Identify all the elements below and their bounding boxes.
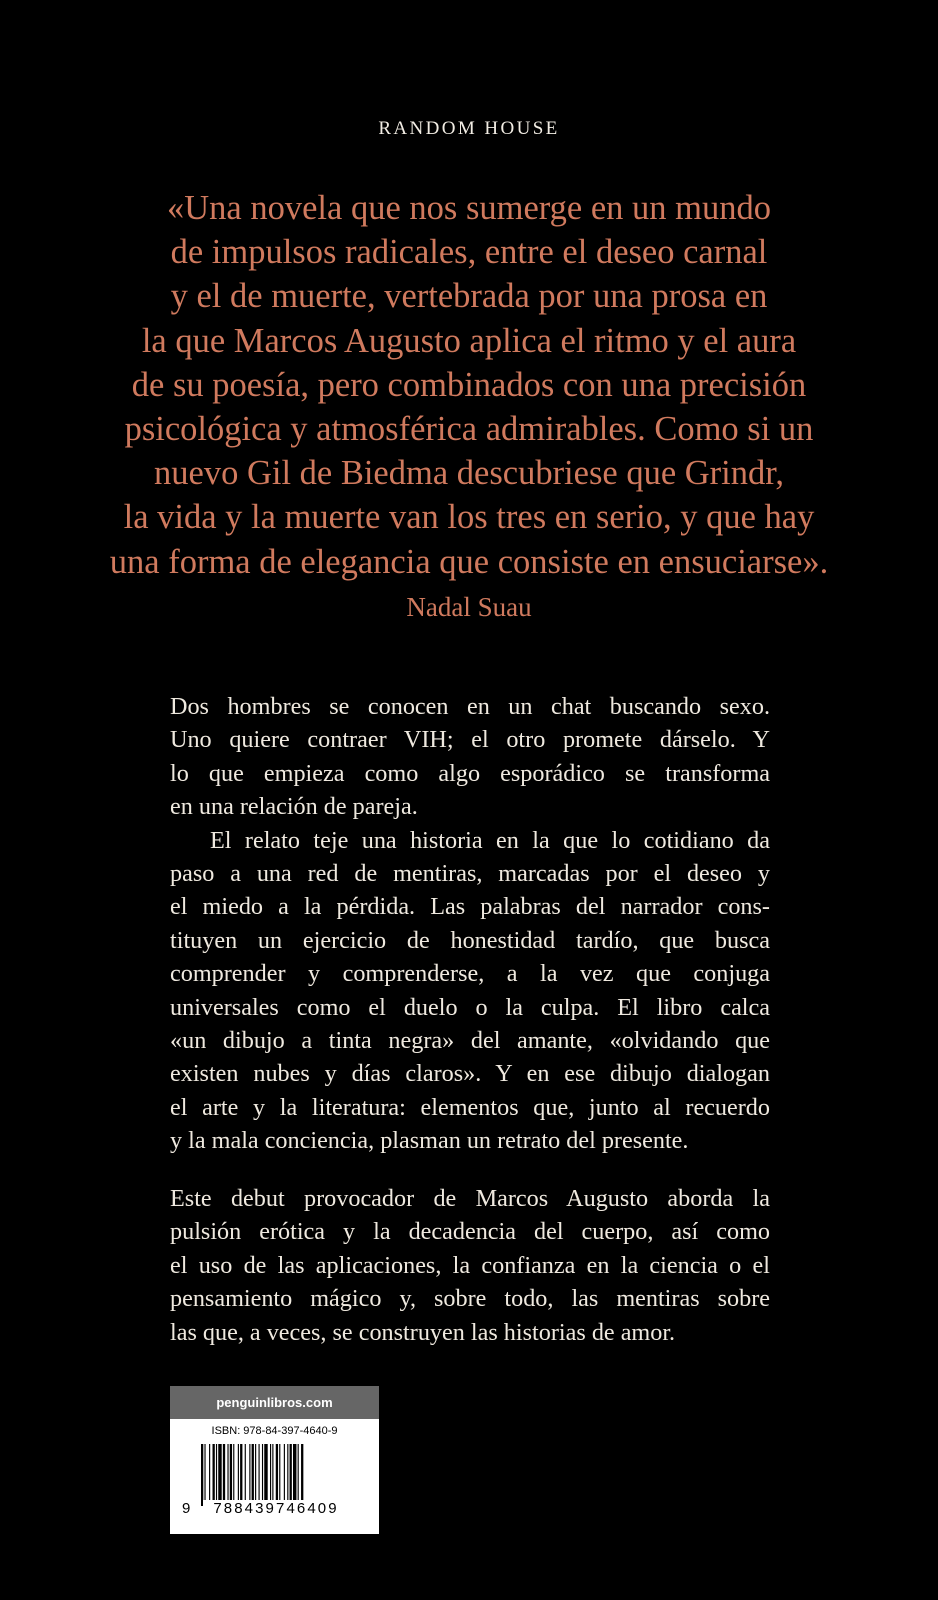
barcode-bar	[264, 1444, 267, 1500]
quote-line: la vida y la muerte van los tres en serio, y que hay	[123, 498, 815, 537]
quote-author: Nadal Suau	[406, 592, 532, 622]
barcode-bars	[201, 1444, 349, 1506]
barcode-bar	[204, 1444, 205, 1506]
barcode-bar	[276, 1444, 278, 1500]
synopsis-line: lo que empieza como algo esporádico se transforma	[170, 759, 770, 787]
barcode-bar	[290, 1444, 292, 1500]
synopsis-line: el uso de las aplicaciones, la confianza en la ciencia o el	[170, 1251, 770, 1279]
barcode-bar	[230, 1444, 232, 1500]
barcode-bar	[233, 1444, 234, 1500]
barcode-block	[170, 1386, 379, 1534]
barcode-bar	[293, 1444, 296, 1500]
blurb-quote	[105, 186, 833, 584]
barcode-bar	[284, 1444, 285, 1500]
synopsis-line: Uno quiere contraer VIH; el otro promete dárselo. Y	[170, 726, 770, 754]
barcode-bar	[240, 1444, 242, 1500]
barcode-bar	[301, 1444, 303, 1506]
quote-line: psicológica y atmosférica admirables. Como si un	[124, 410, 814, 449]
quote-line: de impulsos radicales, entre el deseo carnal	[170, 233, 768, 272]
barcode-bar	[298, 1444, 299, 1506]
synopsis-line: Este debut provocador de Marcos Augusto aborda la	[170, 1185, 770, 1212]
barcode-bar	[209, 1444, 210, 1500]
barcode-bar	[270, 1444, 271, 1500]
quote-line: y el de muerte, vertebrada por una prosa en	[170, 277, 768, 316]
quote-line: nuevo Gil de Biedma descubriese que Grindr,	[154, 454, 784, 493]
barcode-bar	[238, 1444, 239, 1500]
synopsis-line: el arte y la literatura: elementos que, junto al recuerdo	[170, 1093, 770, 1121]
barcode-bar	[255, 1444, 256, 1506]
barcode-bar	[287, 1444, 288, 1500]
ean-first-digit: 9	[182, 1500, 191, 1517]
synopsis-line: en una relación de pareja.	[170, 793, 418, 821]
synopsis-text	[170, 690, 770, 1158]
quote-line: de su poesía, pero combinados con una precisión	[131, 365, 807, 404]
barcode-bar	[227, 1444, 228, 1500]
synopsis-line: las que, a veces, se construyen las historias de amor.	[170, 1318, 676, 1346]
synopsis-line: el miedo a la pérdida. Las palabras del narrador cons-	[170, 893, 770, 921]
quote-line: la que Marcos Augusto aplica el ritmo y el aura	[141, 321, 797, 360]
synopsis-line: pensamiento mágico y, sobre todo, las mentiras sobre	[170, 1285, 770, 1313]
ean-digits: 788439746409	[203, 1500, 349, 1517]
barcode-bar	[272, 1444, 273, 1500]
synopsis-line: universales como el duelo o la culpa. El libro calca	[170, 993, 770, 1021]
synopsis-line: Dos hombres se conocen en un chat buscando sexo.	[170, 693, 770, 720]
synopsis-line: El relato teje una historia en la que lo cotidiano da	[210, 826, 770, 854]
synopsis-line: existen nubes y días claros». Y en ese dibujo dialogan	[170, 1060, 770, 1088]
quote-line: «Una novela que nos sumerge en un mundo	[167, 189, 771, 227]
barcode-bar	[249, 1444, 250, 1500]
quote-line: una forma de elegancia que consiste en ensuciarse».	[109, 542, 829, 581]
barcode-bar	[223, 1444, 225, 1500]
synopsis-paragraph-3	[170, 1182, 770, 1349]
barcode-bar	[245, 1444, 246, 1500]
barcode-bar	[252, 1444, 254, 1506]
barcode-bar	[213, 1444, 215, 1500]
barcode-bar	[279, 1444, 280, 1500]
barcode-bar	[218, 1444, 221, 1500]
synopsis-line: paso a una red de mentiras, marcadas por el deseo y	[170, 860, 770, 888]
barcode-bar	[201, 1444, 203, 1506]
synopsis-line: «un dibujo a tinta negra» del amante, «olvidando que	[170, 1027, 770, 1055]
synopsis-line: y la mala conciencia, plasman un retrato del presente.	[170, 1127, 689, 1155]
barcode-bar	[259, 1444, 260, 1500]
website-label: penguinlibros.com	[170, 1386, 379, 1419]
publisher-name: RANDOM HOUSE	[378, 118, 560, 139]
barcode-bar	[216, 1444, 217, 1500]
isbn-text: ISBN: 978-84-397-4640-9	[211, 1425, 338, 1437]
barcode-bar	[262, 1444, 263, 1500]
synopsis-line: pulsión erótica y la decadencia del cuerpo, así como	[170, 1218, 770, 1246]
synopsis-line: comprender y comprenderse, a la vez que conjuga	[170, 960, 770, 988]
synopsis-line: tituyen un ejercicio de honestidad tardío, que busca	[170, 926, 770, 954]
